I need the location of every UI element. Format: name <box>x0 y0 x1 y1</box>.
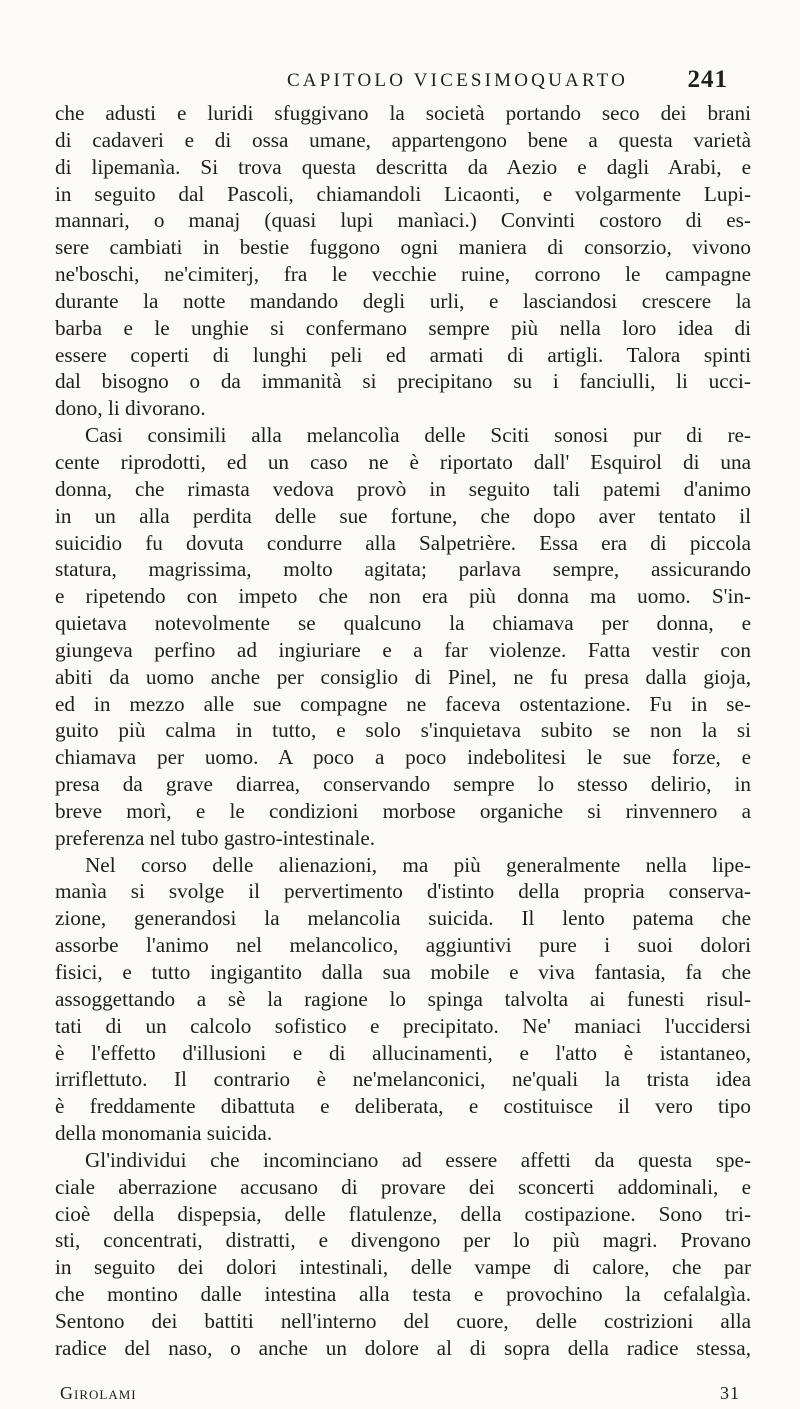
text-line: abiti da uomo anche per consiglio di Pinel, ne fu presa dalla gioja, <box>55 664 751 689</box>
text-line: guito più calma in tutto, e solo s'inquietava subito se non la si <box>55 718 751 743</box>
text-line: sti, concentrati, distratti, e divengono per lo più magri. Provano <box>55 1228 751 1253</box>
text-line: è freddamente dibattuta e deliberata, e costituisce il vero tipo <box>55 1094 751 1119</box>
page-body <box>55 100 751 1362</box>
text-line: manìa si svolge il pervertimento d'istinto della propria conserva- <box>55 879 751 904</box>
chapter-title: CAPITOLO VICESIMOQUARTO <box>286 70 629 91</box>
page-number: 241 <box>687 66 728 93</box>
text-line: ed in mezzo alle sue compagne ne faceva ostentazione. Fu in se- <box>55 691 751 716</box>
text-line: mannari, o manaj (quasi lupi manìaci.) Convinti costoro di es- <box>55 208 751 233</box>
text-line: irriflettuto. Il contrario è ne'melanconici, ne'quali la trista idea <box>55 1067 751 1092</box>
text-line: Sentono dei battiti nell'interno del cuore, delle costrizioni alla <box>55 1308 751 1333</box>
text-line: sere cambiati in bestie fuggono ogni maniera di consorzio, vivono <box>55 235 751 260</box>
paragraph <box>55 852 751 1147</box>
text-line: breve morì, e le condizioni morbose organiche si rinvennero a <box>55 798 751 823</box>
text-line: presa da grave diarrea, conservando sempre lo stesso delirio, in <box>55 772 751 797</box>
text-line: dono, li divorano. <box>55 396 206 421</box>
text-line: statura, magrissima, molto agitata; parlava sempre, assicurando <box>55 557 751 582</box>
text-line: in seguito dei dolori intestinali, delle vampe di calore, che par <box>55 1255 751 1280</box>
text-line: Gl'individui che incominciano ad essere affetti da questa spe- <box>85 1147 751 1172</box>
text-line: barba e le unghie si confermano sempre più nella loro idea di <box>55 315 751 340</box>
paragraph <box>55 422 751 852</box>
text-line: dal bisogno o da immanità si precipitano su i fanciulli, li ucci- <box>55 369 751 394</box>
text-line: preferenza nel tubo gastro-intestinale. <box>55 825 376 850</box>
text-line: durante la notte mandando degli urli, e lasciandosi crescere la <box>55 288 751 313</box>
text-line: in un alla perdita delle sue fortune, che dopo aver tentato il <box>55 503 751 528</box>
text-line: zione, generandosi la melancolia suicida. Il lento patema che <box>55 906 751 931</box>
text-line: essere coperti di lunghi peli ed armati di artigli. Talora spinti <box>55 342 751 367</box>
text-line: suicidio fu dovuta condurre alla Salpetrière. Essa era di piccola <box>55 530 751 555</box>
paragraph <box>55 1147 751 1362</box>
text-line: chiamava per uomo. A poco a poco indebolitesi le sue forze, e <box>55 745 751 770</box>
text-line: tati di un calcolo sofistico e precipitato. Ne' maniaci l'uccidersi <box>55 1013 751 1038</box>
text-line: Casi consimili alla melancolìa delle Sciti sonosi pur di re- <box>85 423 751 448</box>
text-line: e ripetendo con impeto che non era più donna ma uomo. S'in- <box>55 584 751 609</box>
text-line: cioè della dispepsia, delle flatulenze, della costipazione. Sono tri- <box>55 1201 751 1226</box>
text-line: assoggettando a sè la ragione lo spinga talvolta ai funesti risul- <box>55 986 751 1011</box>
text-line: che montino dalle intestina alla testa e provochino la cefalalgìa. <box>55 1282 751 1307</box>
text-line: Nel corso delle alienazioni, ma più generalmente nella lipe- <box>85 852 751 877</box>
printer-signature: Girolami <box>60 1383 137 1403</box>
sheet-number: 31 <box>720 1383 740 1403</box>
page-footer <box>60 1383 740 1405</box>
running-header <box>175 66 740 100</box>
text-line: radice del naso, o anche un dolore al di sopra della radice stessa, <box>55 1335 751 1360</box>
text-line: è l'effetto d'illusioni e di allucinamenti, e l'atto è istantaneo, <box>55 1040 751 1065</box>
text-line: donna, che rimasta vedova provò in seguito tali patemi d'animo <box>55 476 751 501</box>
text-line: di lipemanìa. Si trova questa descritta da Aezio e dagli Arabi, e <box>55 154 751 179</box>
text-line: assorbe l'animo nel melancolico, aggiuntivi pure i suoi dolori <box>55 933 751 958</box>
text-line: ciale aberrazione accusano di provare dei sconcerti addominali, e <box>55 1174 751 1199</box>
text-line: della monomania suicida. <box>55 1121 273 1146</box>
text-line: fisici, e tutto ingigantito dalla sua mobile e viva fantasia, fa che <box>55 960 751 984</box>
text-line: cente riprodotti, ed un caso ne è riportato dall' Esquirol di una <box>55 449 751 474</box>
text-line: che adusti e luridi sfuggivano la società portando seco dei brani <box>55 101 751 125</box>
text-line: quietava notevolmente se qualcuno la chiamava per donna, e <box>55 611 751 636</box>
text-line: ne'boschi, ne'cimiterj, fra le vecchie ruine, corrono le campagne <box>55 262 751 287</box>
paragraph <box>55 100 751 422</box>
text-line: di cadaveri e di ossa umane, appartengono bene a questa varietà <box>55 127 751 152</box>
text-line: giungeva perfino ad ingiuriare e a far violenze. Fatta vestir con <box>55 637 751 662</box>
text-line: in seguito dal Pascoli, chiamandoli Licaonti, e volgarmente Lupi- <box>55 181 751 206</box>
